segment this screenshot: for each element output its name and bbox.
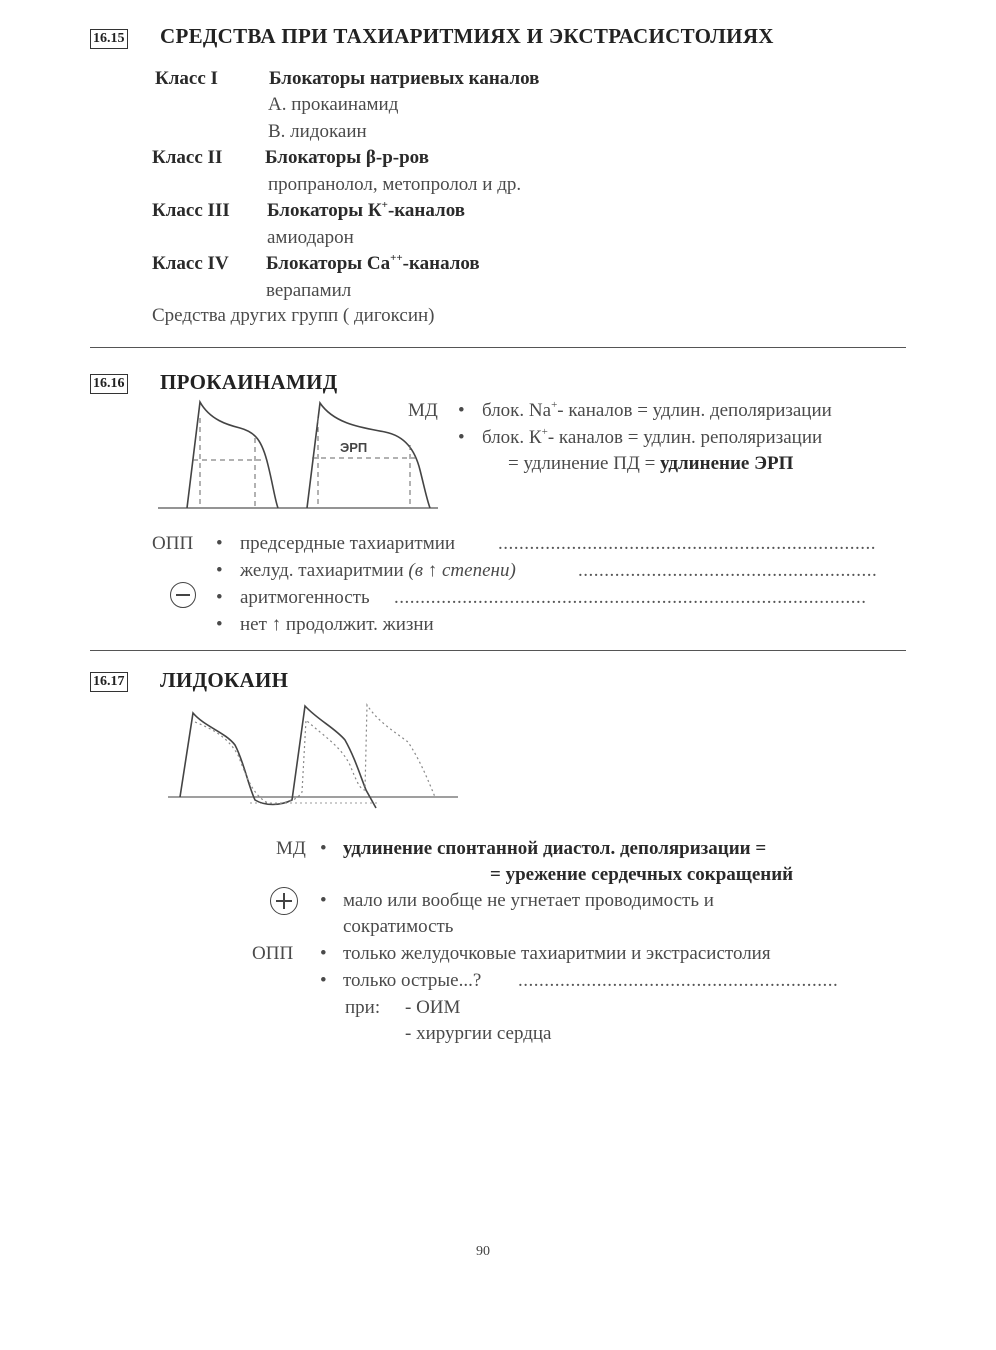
advantage-line: мало или вообще не угнетает проводимость и [343,890,714,911]
mechanism-line: удлинение спонтанной диастол. деполяризации = [343,838,767,859]
opp-label: ОПП [152,533,194,554]
class-title: Блокаторы натриевых каналов [269,68,540,89]
class-title: Блокаторы К+-каналов [267,199,465,221]
class-label: Класс IV [152,253,229,274]
erp-label: ЭРП [340,440,368,455]
mechanism-result: = удлинение ПД = удлинение ЭРП [508,453,794,474]
mechanism-line: блок. К+- каналов = удлин. реполяризации [482,426,823,448]
dot-leader: ............................................................. [518,970,839,991]
section-title: СРЕДСТВА ПРИ ТАХИАРИТМИЯХ И ЭКСТРАСИСТОЛИЯХ [160,24,774,48]
section-number-box: 16.15 [90,29,128,49]
bullet: • [216,560,223,581]
drug-item: В. лидокаин [268,121,367,142]
indication-item: предсердные тахиаритмии [240,533,456,554]
md-label: МД [408,400,438,421]
drug-item: верапамил [266,280,352,301]
page-number: 90 [476,1244,490,1259]
bullet: • [216,614,223,635]
bullet: • [320,943,327,964]
adverse-item: нет ↑ продолжит. жизни [240,614,434,635]
opp-label: ОПП [252,943,294,964]
advantage-line: сократимость [343,916,454,937]
bullet: • [458,427,465,448]
section-title: ПРОКАИНАМИД [160,370,338,394]
mechanism-result: = урежение сердечных сокращений [490,864,794,885]
dot-leader: .......................................................................................... [394,587,867,608]
bullet: • [320,838,327,859]
section-number-box: 16.16 [90,374,128,394]
adverse-item: аритмогенность [240,587,370,608]
other-groups: Средства других групп ( дигоксин) [152,305,435,326]
condition-item: - хирургии сердца [405,1023,552,1044]
dot-leader: ........................................................................ [498,533,876,554]
class-title: Блокаторы β-р-ров [265,147,429,168]
class-label: Класс I [155,68,218,89]
bullet: • [216,587,223,608]
section-title: ЛИДОКАИН [160,668,289,692]
class-title: Блокаторы Са++-каналов [266,252,480,274]
class-label: Класс II [152,147,223,168]
drug-item: пропранолол, метопролол и др. [268,174,522,195]
bullet: • [320,970,327,991]
indication-item: желуд. тахиаритмии (в ↑ степени) [240,560,516,581]
bullet: • [458,400,465,421]
md-label: МД [276,838,306,859]
indication-item: только желудочковые тахиаритмии и экстрасистолия [343,943,771,964]
drug-item: А. прокаинамид [268,94,399,115]
condition-item: - ОИМ [405,997,461,1018]
drug-item: амиодарон [267,227,354,248]
section-number-box: 16.17 [90,672,128,692]
plus-circle-icon [270,887,298,915]
bullet: • [320,890,327,911]
dot-leader: ......................................................... [578,560,878,581]
when-label: при: [345,997,381,1018]
bullet: • [216,533,223,554]
indication-item: только острые...? [343,970,482,991]
class-label: Класс III [152,200,230,221]
mechanism-line: блок. Na+- каналов = удлин. деполяризации [482,399,832,421]
